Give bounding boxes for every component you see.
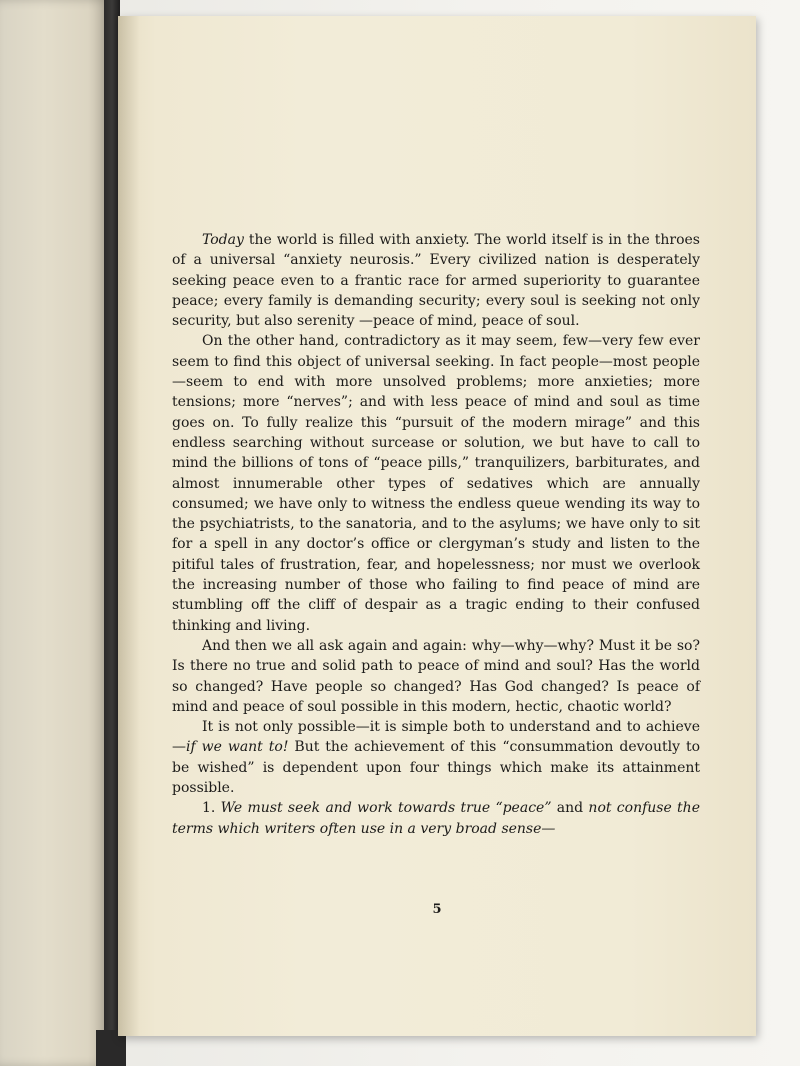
book-page — [118, 16, 756, 1036]
page-number: 5 — [432, 902, 442, 917]
paragraph-1 — [172, 230, 700, 331]
paragraph-2 — [172, 331, 700, 635]
paragraph-5-italic-a: We must seek and work towards true “peace” — [220, 800, 552, 817]
book-back-cover — [0, 0, 110, 1066]
paragraph-4-italic: if we want to! — [186, 739, 289, 756]
paragraph-1-text: the world is filled with anxiety. The world itself is in the throes of a universal “anxiety neurosis.” Every civilized nation is desperately seeking peace even to a frantic race for armed superiority to guarantee peace; every family is demanding security; every soul is seeking not only security, but also serenity —peace of mind, peace of soul. — [172, 232, 700, 330]
paragraph-4 — [172, 717, 700, 798]
paragraph-5 — [172, 798, 700, 839]
paragraph-1-lead: Today — [202, 232, 244, 248]
paragraph-5-plain: and — [551, 800, 589, 817]
paragraph-4-text-before: It is not only possible—it is simple both to understand and to achieve— — [172, 719, 700, 756]
paragraph-2-text: On the other hand, contradictory as it may seem, few—very few ever seem to find this object of universal seeking. In fact people—most people—seem to end with more unsolved problems; more anxieties; more tensions; more “nerves”; and with less peace of mind and soul as time goes on. To fully realize this “pursuit of the modern mirage” and this endless searching without surcease or solution, we but have to call to mind the billions of tons of “peace pills,” tranquilizers, barbiturates, and almost innumerable other types of sedatives which are annually consumed; we have only to witness the endless queue wending its way to the psychiatrists, to the sanatoria, and to the asylums; we have only to sit for a spell in any doctor’s office or clergyman’s study and listen to the pitiful tales of frustration, fear, and hopelessness; nor must we overlook the increasing number of those who failing to find peace of mind are stumbling off the cliff of despair as a tragic ending to their confused thinking and living. — [172, 333, 700, 634]
body-text — [172, 230, 700, 839]
paragraph-3-text: And then we all ask again and again: why—why—why? Must it be so? Is there no true and solid path to peace of mind and soul? Has the world so changed? Have people so changed? Has God changed? Is peace of mind and peace of soul possible in this modern, hectic, chaotic world? — [172, 637, 700, 715]
paragraph-4-text-after: But the achievement of this “consummation devoutly to be wished” is dependent upon four things which make its attainment possible. — [172, 739, 700, 797]
paragraph-3 — [172, 636, 700, 717]
paragraph-5-italic-b: not confuse the terms which writers often use in a very broad sense— — [172, 800, 700, 837]
paragraph-5-number: 1. — [202, 800, 221, 817]
